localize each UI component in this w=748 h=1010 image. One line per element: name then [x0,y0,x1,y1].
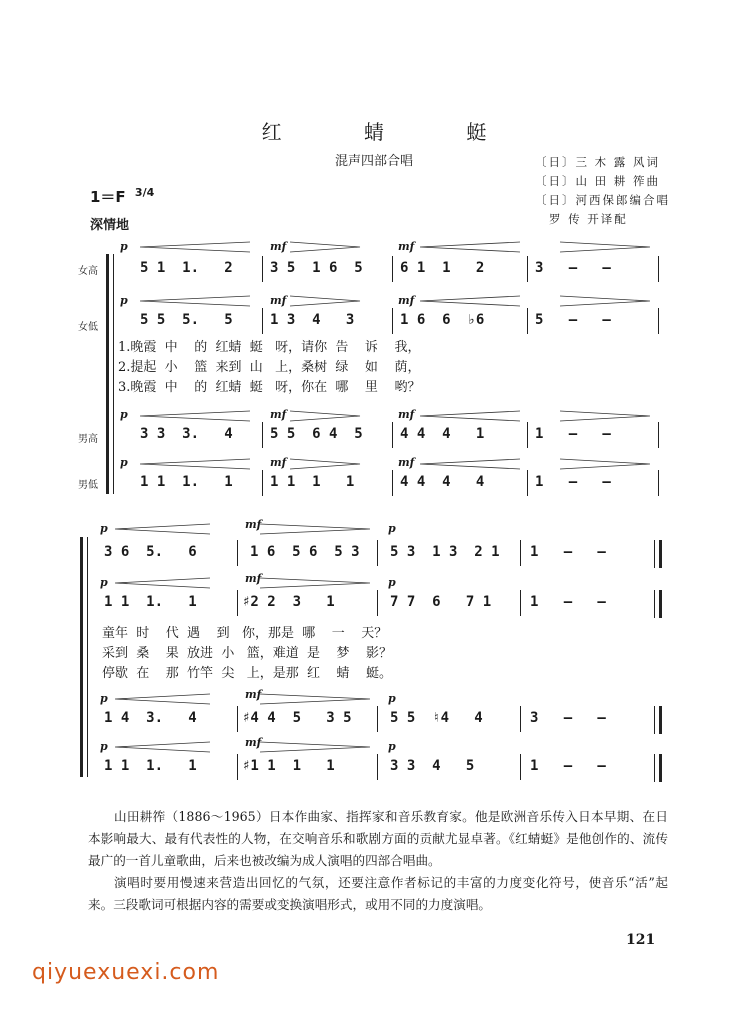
final-barline-thick [659,706,662,734]
lyric-verse-1: 童年 时 代 遇 到 你，那是 哪 一 天？ [102,626,388,641]
barline [377,540,378,566]
dynamic-mark: p [120,456,128,469]
final-barline-thick [659,754,662,782]
time-signature: 3/4 [134,186,155,199]
dynamic-mark: mf [245,572,262,585]
bass-measure-4: 1 – – [535,474,611,490]
credit-translator: 罗 传 开译配 [549,212,628,226]
barline [377,754,378,780]
dynamic-mark: p [100,692,108,705]
lyric-verse-3: 3.晚霞 中 的 红蜻 蜓 呀，你在 哪 里 哟？ [118,380,421,395]
dynamic-mark: p [100,576,108,589]
barline [520,540,521,566]
dynamic-mark: mf [398,294,415,307]
bass-measure-7: 3 3 4 5 [390,758,475,774]
soprano-measure-2: 3 5 1 6 5 [270,260,363,276]
bass-measure-1: 1 1 1. 1 [140,474,233,490]
barline [377,590,378,616]
final-barline-thin [654,754,655,782]
dynamic-mark: p [388,692,396,705]
tenor-measure-6: ♯4 4 5 3 5 [242,710,352,726]
final-barline-thin [654,540,655,568]
page-title: 红 蜻 蜓 [261,120,525,144]
soprano-measure-3: 6 1 1 2 [400,260,485,276]
tenor-measure-8: 3 – – [530,710,606,726]
alto-measure-3: 1 6 6 ♭6 [400,312,485,328]
soprano-measure-7: 5 3 1 3 2 1 [390,544,500,560]
alto-measure-6: ♯2 2 3 1 [242,594,335,610]
page-number: 121 [626,932,656,948]
dynamic-mark: mf [245,736,262,749]
watermark: qiyuexuexi.com [32,960,220,985]
credit-arranger: 〔日〕河西保郎编合唱 [535,193,670,207]
lyric-verse-3: 停歇 在 那 竹竿 尖 上，是那 红 蜻 蜓。 [102,666,393,681]
dynamic-mark: p [388,740,396,753]
dynamic-mark: p [388,576,396,589]
dynamic-mark: p [100,740,108,753]
dynamic-mark: p [388,522,396,535]
soprano-measure-8: 1 – – [530,544,606,560]
tenor-measure-1: 3 3 3. 4 [140,426,233,442]
alto-measure-2: 1 3 4 3 [270,312,355,328]
dynamic-mark: mf [398,456,415,469]
tenor-measure-2: 5 5 6 4 5 [270,426,363,442]
credit-lyricist: 〔日〕三 木 露 风词 [535,155,660,169]
voice-label-tenor: 男高 [78,434,98,445]
barline [520,590,521,616]
bass-measure-3: 4 4 4 4 [400,474,485,490]
commentary [88,806,668,916]
tenor-measure-7: 5 5 ♮4 4 [390,710,483,726]
lyric-verse-1: 1.晚霞 中 的 红蜻 蜓 呀，请你 告 诉 我， [118,340,421,355]
dynamic-mark: mf [270,294,287,307]
final-barline-thin [654,706,655,734]
final-barline-thick [659,590,662,618]
dynamic-mark: p [120,408,128,421]
bass-measure-2: 1 1 1 1 [270,474,355,490]
tenor-measure-4: 1 – – [535,426,611,442]
alto-measure-1: 5 5 5. 5 [140,312,233,328]
dynamic-mark: p [100,522,108,535]
voice-label-alto: 女低 [78,322,98,333]
alto-measure-7: 7 7 6 7 1 [390,594,492,610]
credit-composer: 〔日〕山 田 耕 筰曲 [535,174,660,188]
soprano-measure-6: 1 6 5 6 5 3 [250,544,360,560]
dynamic-mark: p [120,294,128,307]
final-barline-thick [659,540,662,568]
alto-measure-8: 1 – – [530,594,606,610]
key-signature: 1＝F $^{3/4}$ [90,186,155,206]
barline [237,590,238,616]
barline [237,754,238,780]
lyric-verse-2: 2.提起 小 篮 来到 山 上，桑树 绿 如 荫， [118,360,421,375]
barline [377,706,378,732]
tenor-measure-3: 4 4 4 1 [400,426,485,442]
barline [237,706,238,732]
barline [520,706,521,732]
dynamic-mark: p [120,240,128,253]
subtitle: 混声四部合唱 [334,154,413,169]
barline [520,754,521,780]
barline [237,540,238,566]
commentary-paragraph-2: 演唱时要用慢速来营造出回忆的气氛，还要注意作者标记的丰富的力度变化符号，使音乐“活”起来。三段歌词可根据内容的需要或变换演唱形式，或用不同的力度演唱。 [88,875,668,912]
lyric-verse-2: 采到 桑 果 放进 小 篮，难道 是 梦 影？ [102,646,393,661]
soprano-measure-1: 5 1 1. 2 [140,260,233,276]
dynamic-mark: mf [245,518,262,531]
dynamic-mark: mf [270,408,287,421]
dynamic-mark: mf [270,456,287,469]
dynamic-mark: mf [245,688,262,701]
dynamic-mark: mf [398,408,415,421]
voice-label-soprano: 女高 [78,266,98,277]
bass-measure-5: 1 1 1. 1 [104,758,197,774]
tenor-measure-5: 1 4 3. 4 [104,710,197,726]
bass-measure-8: 1 – – [530,758,606,774]
soprano-measure-4: 3 – – [535,260,611,276]
commentary-paragraph-1: 山田耕筰（1886～1965）日本作曲家、指挥家和音乐教育家。他是欧洲音乐传入日本早期、在日本影响最大、最有代表性的人物，在交响音乐和歌剧方面的贡献尤显卓著。《红蜻蜓》是他创作的、流传最广的一首儿童歌曲，后来也被改编为成人演唱的四部合唱曲。 [88,809,668,868]
alto-measure-4: 5 – – [535,312,611,328]
final-barline-thin [654,590,655,618]
tempo-marking: 深情地 [90,218,130,233]
dynamic-mark: mf [270,240,287,253]
bass-measure-6: ♯1 1 1 1 [242,758,335,774]
voice-label-bass: 男低 [78,480,98,491]
alto-measure-5: 1 1 1. 1 [104,594,197,610]
soprano-measure-5: 3 6 5. 6 [104,544,197,560]
dynamic-mark: mf [398,240,415,253]
